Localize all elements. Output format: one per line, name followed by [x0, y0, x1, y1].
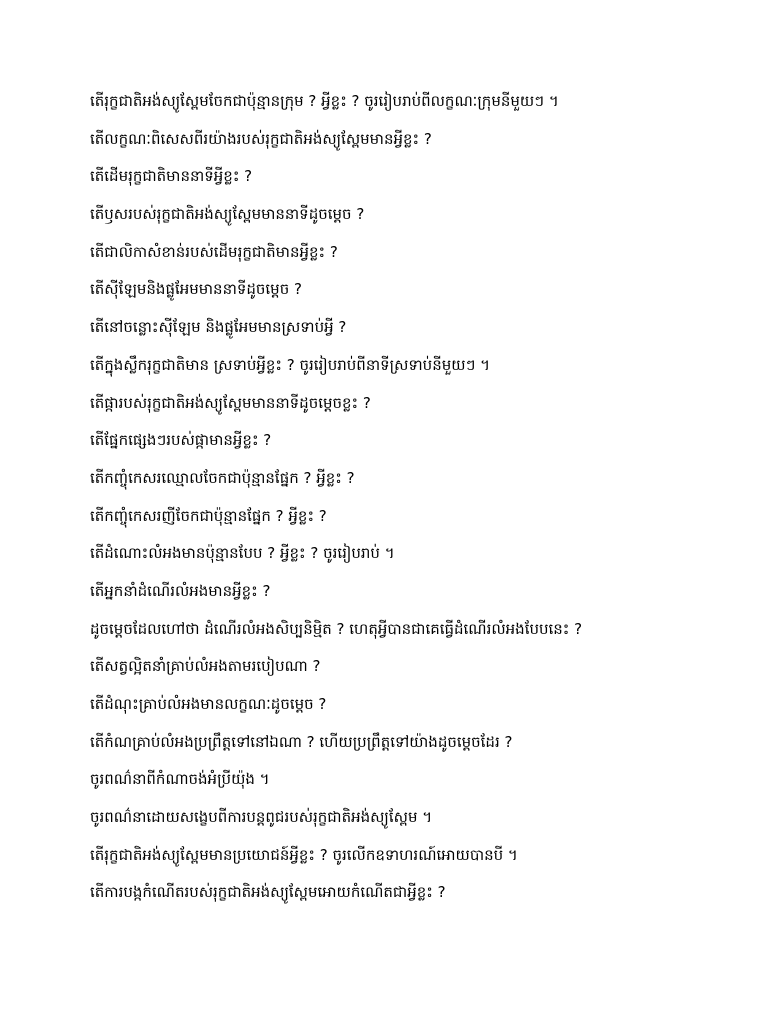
question-line: តើរុក្ខជាតិអង់ស្យូស្ពែមមានប្រយោជន៍អ្វីខ្លះ ? ចូរលើកឧទាហរណ៍អោយបានបី ។	[90, 845, 518, 864]
question-line: តើដំណុះគ្រាប់លំអងមានលក្ខណៈដូចម្តេច ?	[90, 695, 327, 713]
question-line: តើក្នុងស្លឹករុក្ខជាតិមាន ស្រទាប់អ្វីខ្លះ ? ចូររៀបរាប់ពីនាទីស្រទាប់នីមួយៗ ។	[90, 355, 491, 374]
question-line: តើអ្នកនាំដំណើរលំអងមានអ្វីខ្លះ ?	[90, 581, 271, 600]
question-line: តើស៊ីឡែមនិងផ្លូអែមមាននាទីដូចម្តេច ?	[90, 280, 302, 299]
question-line: តើនៅចន្លោះស៊ីឡែម និងផ្លូអែមមានស្រទាប់អ្វី ?	[90, 318, 347, 337]
question-line: តើសត្វល្អិតនាំគ្រាប់លំអងតាមរបៀបណា ?	[90, 657, 321, 676]
question-line: តើកញ្ចុំកេសរញីចែកជាប៉ុន្មានផ្នែក ? អ្វីខ្លះ ?	[90, 506, 327, 525]
question-line: តើឫសរបស់រុក្ខជាតិអង់ស្យូស្ពែមមាននាទីដូចម្តេច ?	[90, 205, 365, 224]
question-line: តើផ្នែកផ្សេងៗរបស់ផ្កាមានអ្វីខ្លះ ?	[90, 431, 272, 450]
question-list	[90, 86, 750, 915]
question-line: តើរុក្ខជាតិអង់ស្យូស្ពែមចែកជាប៉ុន្មានក្រុម ? អ្វីខ្លះ ? ចូររៀបរាប់ពីលក្ខណៈក្រុមនីមួយៗ ។	[90, 92, 559, 110]
question-line: ចូរពណ៌នាដោយសង្ខេបពីការបន្តពូជរបស់រុក្ខជាតិអង់ស្យូស្ពែម ។	[90, 808, 433, 827]
question-line: តើកញ្ចុំកេសរឈ្មោលចែកជាប៉ុន្មានផ្នែក ? អ្វីខ្លះ ?	[90, 468, 355, 487]
question-line: ចូរពណ៌នាពីកំណាចង់អំប្រីយ៉ុង ។	[90, 770, 270, 789]
question-line: តើដើមរុក្ខជាតិមាននាទីអ្វីខ្លះ ?	[90, 167, 253, 186]
question-line: តើកំណគ្រាប់លំអងប្រព្រឹត្តទៅនៅឯណា ? ហើយប្រព្រឹត្តទៅយ៉ាងដូចម្តេចដែរ ?	[90, 732, 513, 751]
question-line: តើការបង្កកំណើតរបស់រុក្ខជាតិអង់ស្យូស្ពែមអោយកំណើតជាអ្វីខ្លះ ?	[90, 883, 446, 902]
question-line: តើដំណោះលំអងមានប៉ុន្មានបែប ? អ្វីខ្លះ ? ចូររៀបរាប់ ។	[90, 544, 395, 563]
question-line: តើលក្ខណៈពិសេសពីរយ៉ាងរបស់រុក្ខជាតិអង់ស្យូស្ពែមមានអ្វីខ្លះ ?	[90, 129, 432, 148]
question-line: តើជាលិកាសំខាន់របស់ដើមរុក្ខជាតិមានអ្វីខ្លះ ?	[90, 242, 338, 261]
question-line: ដូចម្តេចដែលហៅថា ដំណើរលំអងសិប្បនិម្មិត ? ហេតុអ្វីបានជាគេធ្វើដំណើរលំអងបែបនេះ ?	[90, 619, 583, 638]
question-line: តើផ្ការបស់រុក្ខជាតិអង់ស្យូស្ពែមមាននាទីដូចម្តេចខ្លះ ?	[90, 393, 371, 412]
